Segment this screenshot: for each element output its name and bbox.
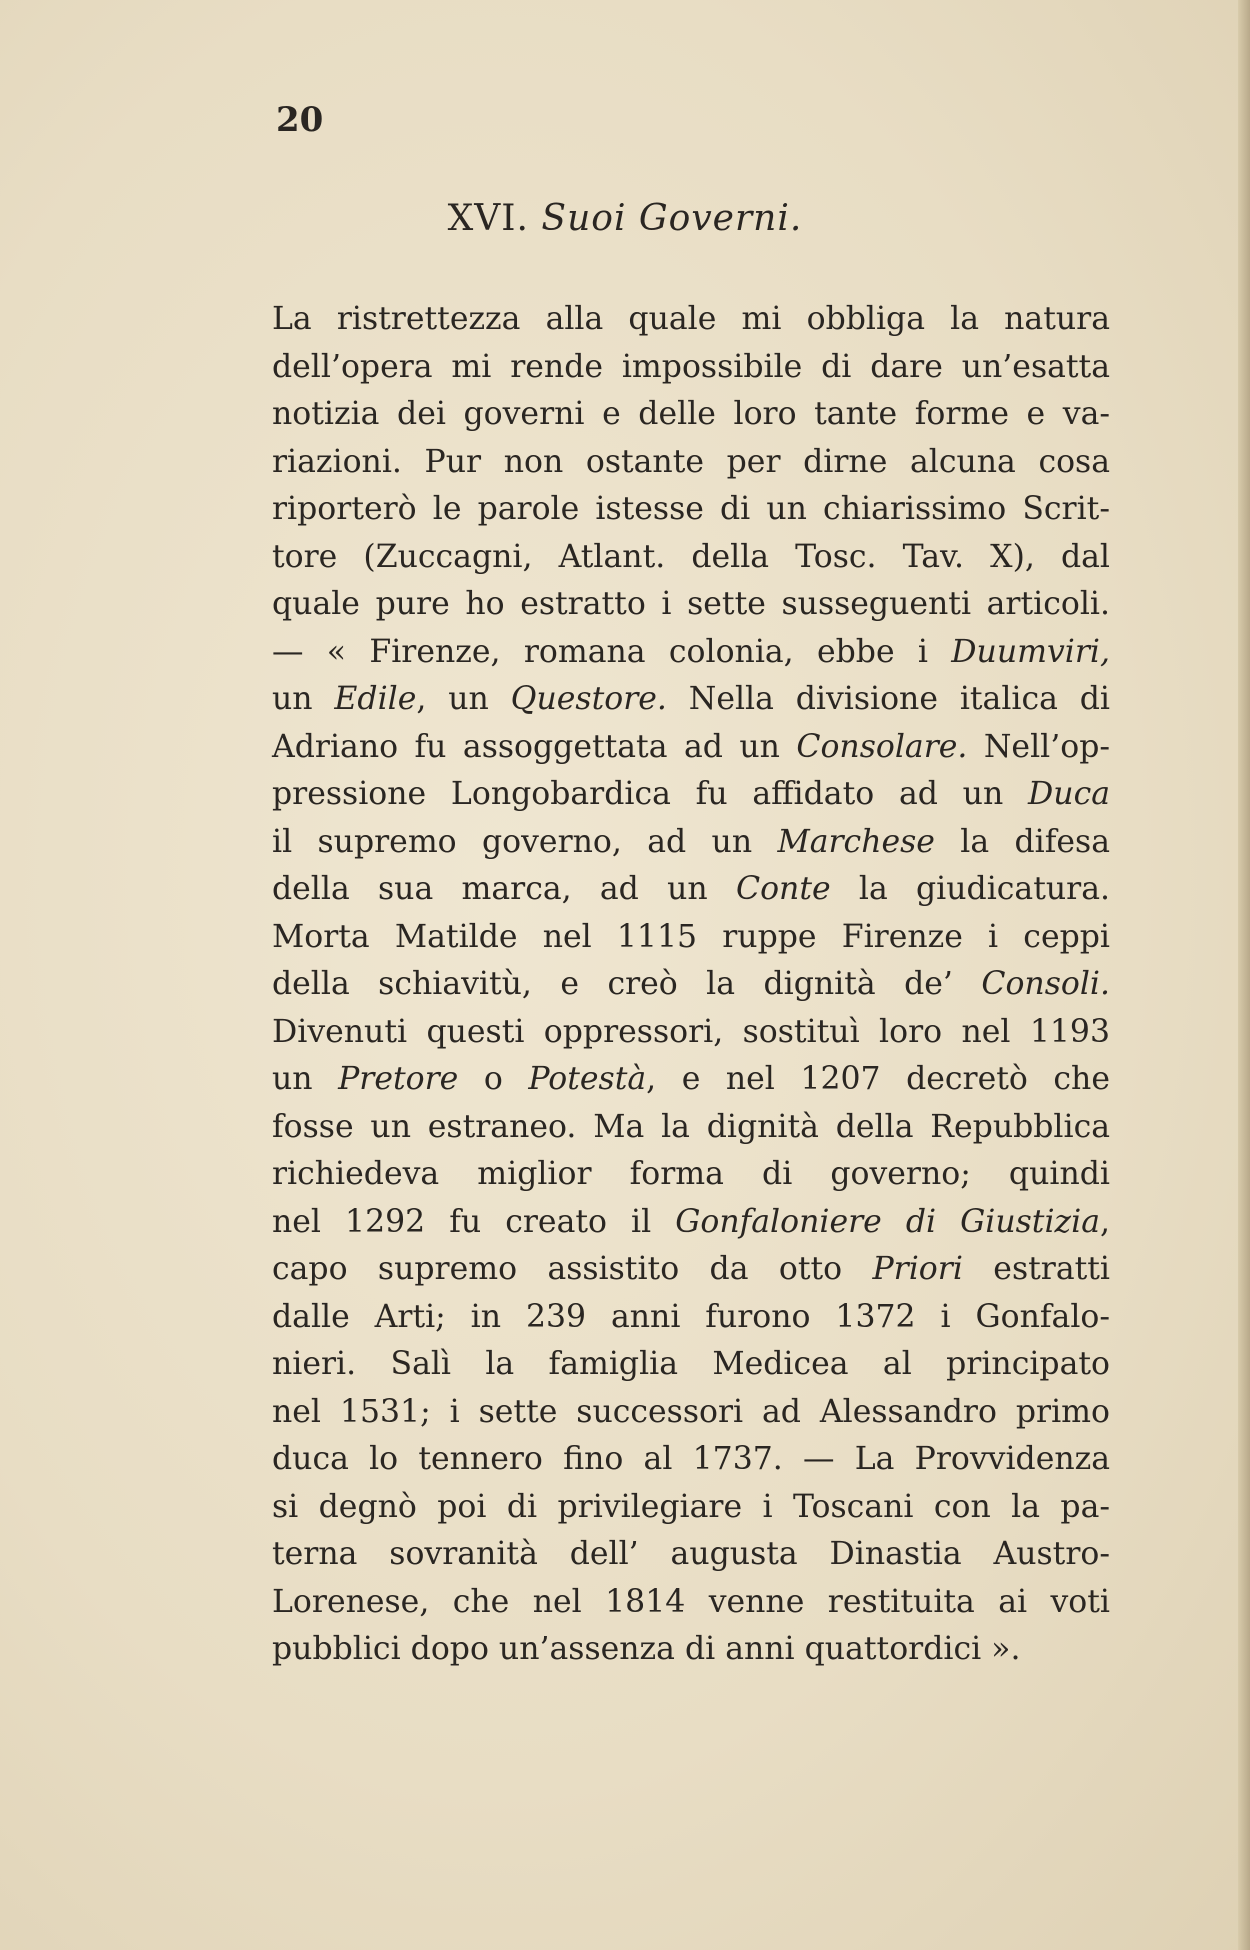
text-line	[272, 1056, 1110, 1104]
italic-term: Priori	[872, 1251, 963, 1287]
text-line	[272, 296, 1110, 344]
text-line	[272, 771, 1110, 819]
italic-term: Duumviri,	[951, 633, 1110, 670]
italic-term: Consoli.	[981, 966, 1110, 1002]
text-line	[272, 391, 1110, 439]
italic-term: Marchese	[777, 823, 935, 860]
italic-term: Questore.	[510, 681, 667, 717]
text-line	[272, 486, 1110, 534]
text-run: dell’opera mi rende impossibile di dare un’esatta	[272, 348, 1110, 385]
text-run: quale pure ho estratto i sette susseguenti articoli.	[272, 586, 1110, 622]
text-line	[272, 1341, 1110, 1389]
text-run: nel 1292 fu creato il	[272, 1203, 676, 1240]
text-run: dalle Arti; in 239 anni furono 1372 i Gonfalo-	[272, 1298, 1110, 1335]
italic-term: Potestà	[528, 1061, 647, 1097]
text-run: un	[272, 1061, 339, 1097]
text-run: Nella divisione italica di	[666, 681, 1110, 717]
text-run: un	[272, 681, 335, 717]
text-run: , e nel 1207 decretò che	[646, 1061, 1110, 1097]
text-line	[272, 724, 1110, 772]
text-run: riazioni. Pur non ostante per dirne alcuna cosa	[272, 443, 1110, 480]
section-heading	[0, 198, 1250, 239]
italic-term: Edile	[334, 681, 417, 717]
text-run: tore (Zuccagni, Atlant. della Tosc. Tav. X), dal	[272, 538, 1110, 575]
text-run: Lorenese, che nel 1814 venne restituita ai voti	[272, 1583, 1110, 1620]
text-run: capo supremo assistito da otto	[272, 1251, 873, 1287]
text-run: — « Firenze, romana colonia, ebbe i	[272, 633, 952, 670]
text-line	[272, 1626, 1110, 1674]
italic-term: Pretore	[338, 1061, 459, 1097]
section-number: XVI.	[447, 198, 529, 239]
text-line	[272, 1484, 1110, 1532]
italic-term: Gonfaloniere di Giustizia	[675, 1203, 1100, 1240]
page-number: 20	[276, 100, 324, 140]
text-run: Adriano fu assoggettata ad un	[272, 728, 797, 765]
text-line	[272, 534, 1110, 582]
text-line	[272, 1199, 1110, 1247]
text-run: ,	[1100, 1203, 1111, 1240]
text-line	[272, 439, 1110, 487]
text-line	[272, 1151, 1110, 1199]
text-line	[272, 676, 1110, 724]
text-line	[272, 914, 1110, 962]
text-line	[272, 866, 1110, 914]
text-line	[272, 1579, 1110, 1627]
text-run: riporterò le parole istesse di un chiarissimo Scrit-	[272, 491, 1110, 527]
text-line	[272, 1246, 1110, 1294]
text-line	[272, 1531, 1110, 1579]
text-line	[272, 581, 1110, 629]
text-run: Divenuti questi oppressori, sostituì loro nel 1193	[272, 1013, 1110, 1050]
text-run: duca lo tennero fino al 1737. — La Provvidenza	[272, 1441, 1110, 1477]
page-edge	[1238, 0, 1250, 1950]
text-line	[272, 819, 1110, 867]
text-run: o	[458, 1061, 529, 1097]
text-run: la giudicatura.	[830, 871, 1110, 907]
text-run: nieri. Salì la famiglia Medicea al principato	[272, 1346, 1110, 1382]
text-run: pressione Longobardica fu affidato ad un	[272, 776, 1029, 812]
text-run: si degnò poi di privilegiare i Toscani con la pa-	[272, 1488, 1110, 1525]
text-run: fosse un estraneo. Ma la dignità della Repubblica	[272, 1108, 1110, 1145]
text-run: Morta Matilde nel 1115 ruppe Firenze i ceppi	[272, 918, 1110, 955]
text-run: La ristrettezza alla quale mi obbliga la natura	[272, 301, 1110, 337]
text-run: Nell’op-	[967, 728, 1111, 765]
text-line	[272, 1009, 1110, 1057]
text-run: richiedeva miglior forma di governo; quindi	[272, 1156, 1110, 1192]
text-line	[272, 961, 1110, 1009]
text-line	[272, 1104, 1110, 1152]
text-run: estratti	[962, 1251, 1110, 1287]
text-run: terna sovranità dell’ augusta Dinastia Austro-	[272, 1536, 1110, 1572]
text-line	[272, 1294, 1110, 1342]
text-run: nel 1531; i sette successori ad Alessandro primo	[272, 1393, 1110, 1430]
text-run: pubblici dopo un’assenza di anni quattordici ».	[272, 1631, 1021, 1667]
text-run: , un	[416, 681, 511, 717]
text-line	[272, 629, 1110, 677]
italic-term: Consolare.	[796, 728, 968, 765]
text-run: notizia dei governi e delle loro tante forme e va-	[272, 396, 1110, 432]
text-line	[272, 1436, 1110, 1484]
text-run: della sua marca, ad un	[272, 871, 736, 907]
text-line	[272, 344, 1110, 392]
italic-term: Conte	[735, 871, 831, 907]
text-run: la difesa	[934, 823, 1110, 860]
text-line	[272, 1389, 1110, 1437]
body-paragraph	[272, 296, 1110, 1674]
text-run: il supremo governo, ad un	[272, 823, 778, 860]
italic-term: Duca	[1028, 776, 1110, 812]
section-title: Suoi Governi.	[541, 198, 803, 239]
text-run: della schiavitù, e creò la dignità de’	[272, 966, 982, 1002]
